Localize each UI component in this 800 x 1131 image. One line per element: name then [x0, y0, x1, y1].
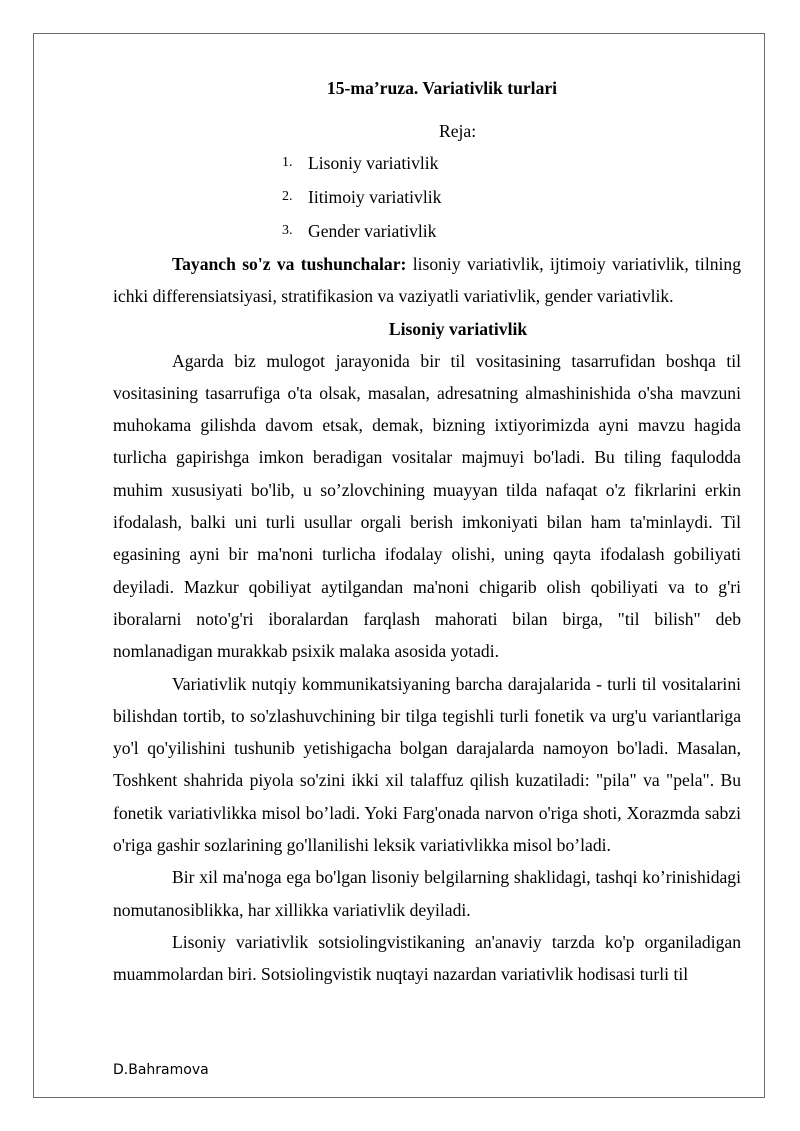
- document-body: [113, 72, 741, 991]
- plan-item-number: 1.: [282, 155, 293, 170]
- plan-list: [113, 146, 741, 248]
- plan-item-text: Iitimoiy variativlik: [308, 187, 442, 207]
- keywords-text: lisoniy variativlik, ijtimoiy variativlik, tilning ichki differensiatsiyasi, stratifikasion va vaziyatli variativlik, gender variativlik.: [113, 254, 741, 307]
- plan-item: [113, 146, 741, 180]
- body-paragraph: Lisoniy variativlik sotsiolingvistikaning an'anaviy tarzda ko'p organiladigan muammolardan biri. Sotsiolingvistik nuqtayi nazardan variativlik hodisasi turli til: [113, 931, 741, 985]
- plan-label: Reja:: [439, 121, 477, 141]
- plan-item-text: Gender variativlik: [308, 221, 437, 241]
- page-title: 15-ma’ruza. Variativlik turlari: [326, 78, 558, 98]
- body-paragraph: Bir xil ma'noga ega bo'lgan lisoniy belgilarning shaklidagi, tashqi ko’rinishidagi nomutanosiblikka, har xillikka variativlik deyiladi.: [113, 867, 741, 920]
- plan-item: [113, 180, 741, 214]
- keywords-paragraph: [113, 248, 741, 313]
- plan-item-number: 3.: [282, 223, 293, 238]
- body-paragraph: Agarda biz mulogot jarayonida bir til vositasining tasarrufidan boshqa til vositasining tasarrufiga o'ta olsak, masalan, adresatning almashinishida o'sha mavzuni muhokama gilishda davom etsak, demak, bizning ixtiyorimizda ayni mavzu hagida turlicha gapirishga imkon beradigan vositalar majmuyi bo'ladi. Bu tiling faqulodda muhim xususiyati bo'lib, u so’zlovchining muayyan tilda nafaqat o'z fikrlarini erkin ifodalash, balki uni turli usullar orgali berish imkoniyati bilan ham ta'minlaydi. Til egasining ayni bir ma'noni turlicha ifodalay olishi, uning qayta ifodalash gobiliyati deyiladi. Mazkur qobiliyat aytilgandan ma'noni chigarib olish qobiliyati va to g'ri iboralarni noto'g'ri iboralardan farqlash mahorati bilan birga, "til bilish" deb nomlanadigan murakkab psixik malaka asosida yotadi.: [113, 350, 741, 662]
- plan-item: [113, 214, 741, 248]
- keywords-label: Tayanch so'z va tushunchalar:: [172, 254, 407, 274]
- page-footer: D.Bahramova: [113, 1062, 209, 1078]
- section-heading: Lisoniy variativlik: [388, 318, 528, 339]
- plan-item-text: Lisoniy variativlik: [308, 153, 439, 173]
- plan-item-number: 2.: [282, 189, 293, 204]
- body-paragraph: Variativlik nutqiy kommunikatsiyaning barcha darajalarida - turli til vositalarini bilishdan tortib, to so'zlashuvchining bir tilga tegishli turli fonetik va urg'u variantlariga yo'l qo'yilishini tushunib yetishigacha bolgan darajalarda namoyon bo'ladi. Masalan, Toshkent shahrida piyola so'zini ikki xil talaffuz qilish kuzatiladi: "pila" va "pela". Bu fonetik variativlikka misol bo’ladi. Yoki Farg'onada narvon o'riga shoti, Xorazmda sabzi o'riga gashir sozlarining go'llanilishi leksik variativlikka misol bo’ladi.: [113, 673, 741, 856]
